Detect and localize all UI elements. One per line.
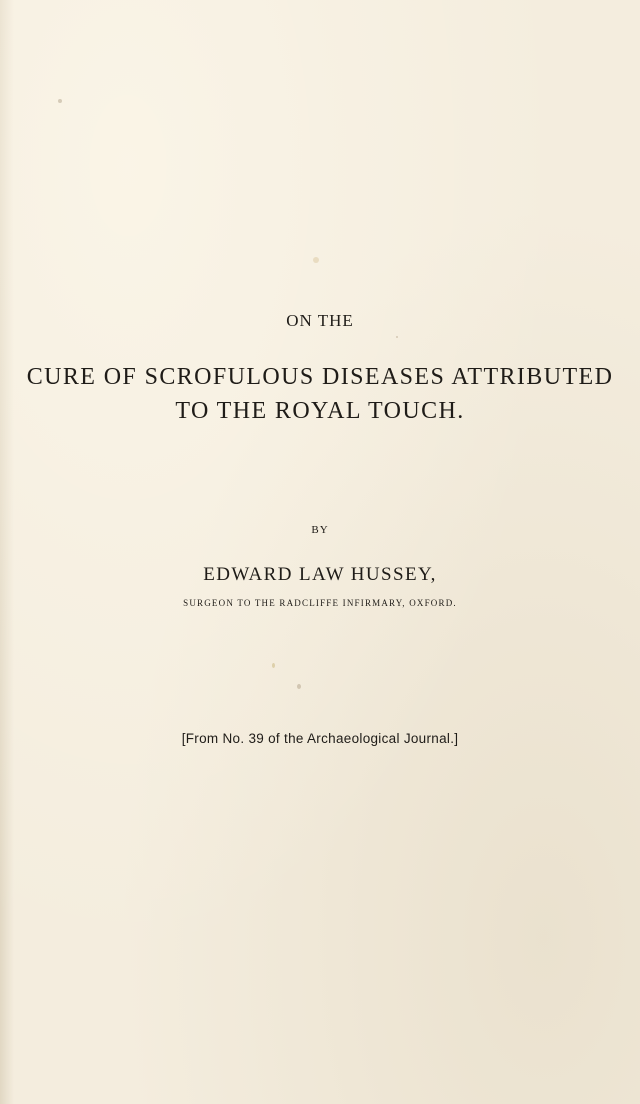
byline-label: BY <box>311 524 329 536</box>
title-line-2: TO THE ROYAL TOUCH. <box>175 398 465 424</box>
pre-title: ON THE <box>286 311 354 330</box>
paper-speck <box>272 663 275 668</box>
paper-speck <box>58 99 62 103</box>
paper-speck <box>297 684 301 689</box>
author-name: EDWARD LAW HUSSEY, <box>203 564 437 585</box>
paper-speck <box>396 336 398 338</box>
author-affiliation: SURGEON TO THE RADCLIFFE INFIRMARY, OXFORD. <box>183 598 457 608</box>
paper-speck <box>313 257 319 263</box>
title-line-1: CURE OF SCROFULOUS DISEASES ATTRIBUTED <box>26 364 614 390</box>
source-note: [From No. 39 of the Archaeological Journal.] <box>181 731 459 746</box>
